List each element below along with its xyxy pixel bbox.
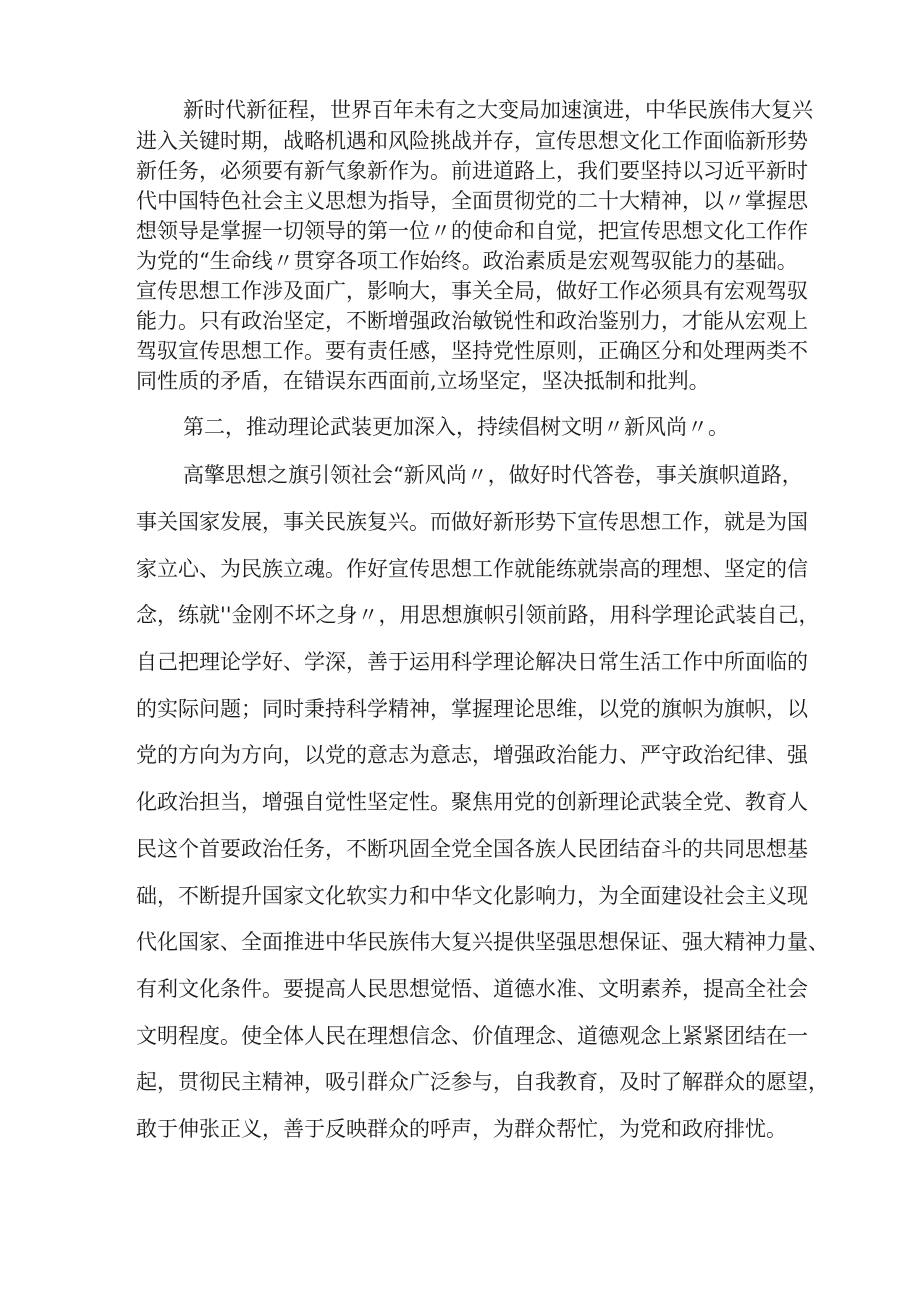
paragraph-2-line: 础，不断提升国家文化软实力和中华文化影响力，为全面建设社会主义现 [136,884,808,908]
paragraph-2-line: 念，练就''金刚不坏之身〃，用思想旗帜引领前路，用科学理论武装自己， [136,603,820,627]
paragraph-1-line: 为党的“生命线〃贯穿各项工作始终。政治素质是宏观驾驭能力的基础。 [136,249,798,273]
paragraph-1-line: 驾驭宣传思想工作。要有责任感，坚持党性原则，正确区分和处理两类不 [136,339,808,363]
paragraph-1-line: 进入关键时期，战略机遇和风险挑战并存，宣传思想文化工作面临新形势 [136,129,808,153]
paragraph-2-line: 起，贯彻民主精神，吸引群众广泛参与，自我教育，及时了解群众的愿望， [136,1070,829,1094]
paragraph-2-line: 的实际问题；同时秉持科学精神，掌握理论思维，以党的旗帜为旗帜，以 [136,697,808,721]
paragraph-1-line: 宣传思想工作涉及面广，影响大，事关全局，做好工作必须具有宏观驾驭 [136,279,808,303]
paragraph-2-line: 化政治担当，增强自觉性坚定性。聚焦用党的创新理论武装全党、教育人 [136,790,808,814]
paragraph-2-line: 民这个首要政治任务，不断巩固全党全国各族人民团结奋斗的共同思想基 [136,837,808,861]
section-heading: 第二，推动理论武装更加深入，持续倡树文明〃新风尚〃。 [183,415,729,439]
paragraph-2-line: 党的方向为方向，以党的意志为意志，增强政治能力、严守政治纪律、强 [136,743,808,767]
paragraph-2-line: 有利文化条件。要提高人民思想觉悟、道德水准、文明素养，提高全社会 [136,977,808,1001]
paragraph-1-line: 想领导是掌握一切领导的第一位〃的使命和自觉，把宣传思想文化工作作 [136,219,808,243]
paragraph-2-line: 自己把理论学好、学深，善于运用科学理论解决日常生活工作中所面临的 [136,650,808,674]
paragraph-2-line: 代化国家、全面推进中华民族伟大复兴提供坚强思想保证、强大精神力量、 [136,930,829,954]
paragraph-1-line: 新时代新征程，世界百年未有之大变局加速演进，中华民族伟大复兴 [183,98,813,122]
paragraph-2-line: 事关国家发展，事关民族复兴。而做好新形势下宣传思想工作，就是为国 [136,510,808,534]
paragraph-1-line: 代中国特色社会主义思想为指导，全面贯彻党的二十大精神，以〃掌握思 [136,189,808,213]
paragraph-2-line: 敢于伸张正义，善于反映群众的呼声，为群众帮忙，为党和政府排忧。 [136,1117,787,1141]
paragraph-1-line: 同性质的矛盾，在错误东西面前,立场坚定，坚决抵制和批判。 [136,369,710,393]
paragraph-2-line: 家立心、为民族立魂。作好宣传思想工作就能练就崇高的理想、坚定的信 [136,557,808,581]
paragraph-2-line: 文明程度。使全体人民在理想信念、价值理念、道德观念上紧紧团结在一 [136,1024,808,1048]
paragraph-1-line: 新任务，必须要有新气象新作为。前进道路上，我们要坚持以习近平新时 [136,159,808,183]
paragraph-1-line: 能力。只有政治坚定，不断增强政治敏锐性和政治鉴别力，才能从宏观上 [136,309,808,333]
paragraph-2-line: 高擎思想之旗引领社会“新风尚〃，做好时代答卷，事关旗帜道路， [183,463,803,487]
